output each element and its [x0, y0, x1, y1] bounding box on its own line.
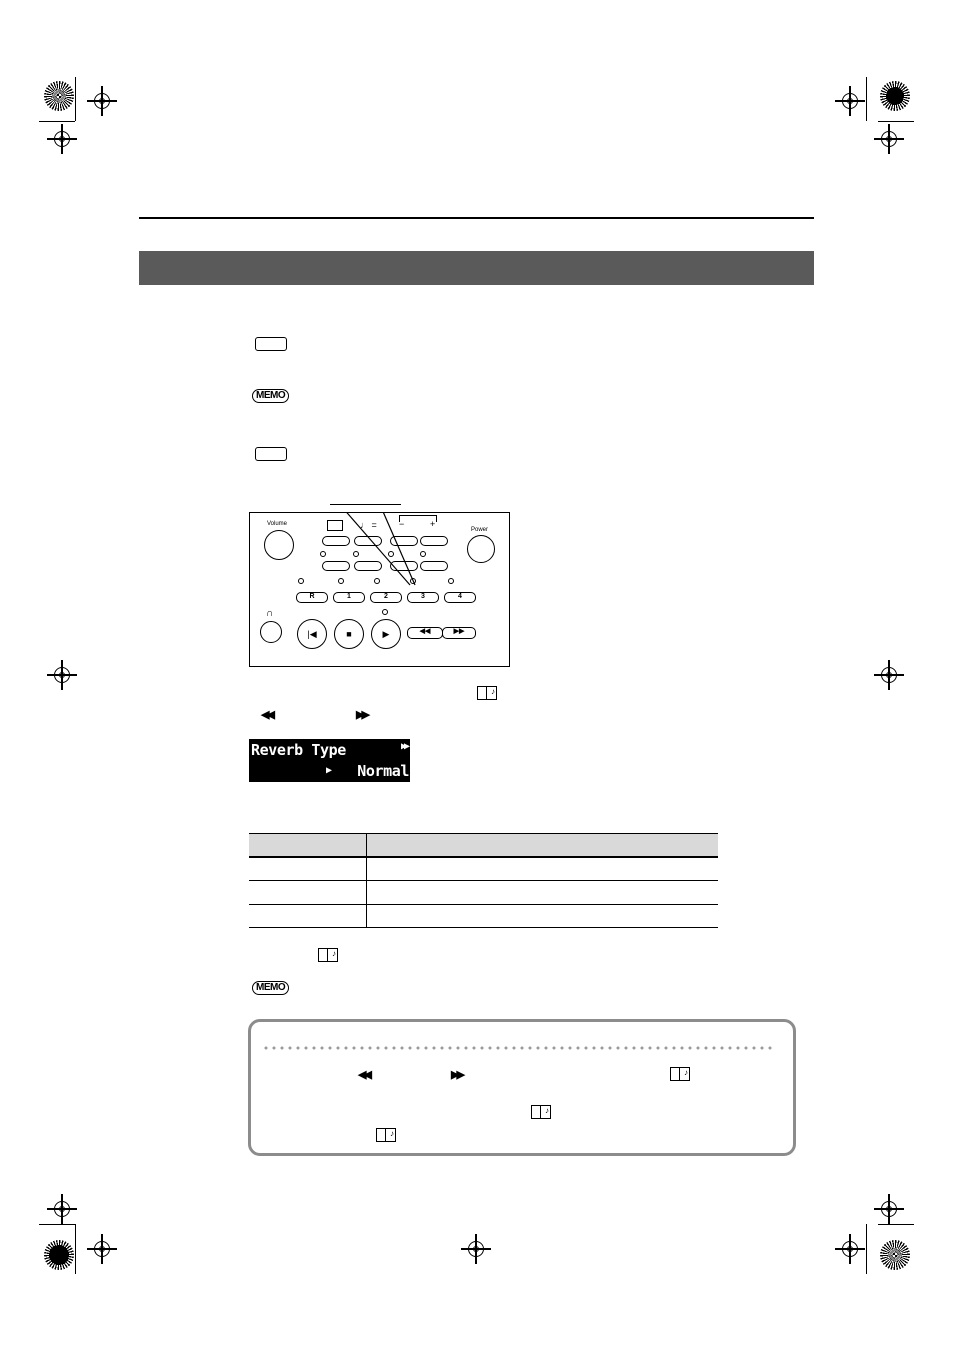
track-2-button[interactable]: 2	[370, 592, 402, 603]
sunburst-mark	[880, 81, 910, 111]
sunburst-mark	[880, 1240, 910, 1270]
plus-label: +	[430, 519, 436, 529]
skip-back-icon[interactable]: |◀	[297, 619, 327, 649]
crop-line	[878, 1224, 914, 1225]
crop-line	[866, 77, 867, 121]
book-icon: ♪	[477, 686, 497, 700]
registration-mark	[881, 131, 897, 147]
forward-indicator-icon: ▶▶	[400, 741, 407, 752]
note-icon	[255, 337, 287, 351]
stop-icon[interactable]: ■	[334, 619, 364, 649]
track-r-button[interactable]: R	[296, 592, 328, 603]
rewind-icon: ◀◀	[261, 709, 272, 721]
fast-forward-icon: ▶▶	[356, 709, 367, 721]
book-icon: ♪	[670, 1067, 690, 1081]
fast-forward-icon: ▶▶	[451, 1069, 462, 1081]
lcd-display	[249, 739, 410, 782]
crop-line	[866, 1224, 867, 1274]
track-1-button[interactable]: 1	[333, 592, 365, 603]
registration-mark	[94, 1241, 110, 1257]
book-icon: ♪	[318, 948, 338, 962]
callout-bracket	[399, 515, 437, 522]
headphone-jack	[260, 621, 282, 643]
headphones-icon: ∩	[266, 608, 274, 619]
registration-mark	[842, 93, 858, 109]
minus-label: −	[399, 519, 405, 529]
registration-mark	[54, 131, 70, 147]
registration-mark	[881, 1201, 897, 1217]
callout-bracket	[330, 504, 341, 510]
table-column-divider	[366, 833, 367, 928]
rewind-button[interactable]: ◀◀	[407, 627, 443, 639]
table-rule	[249, 856, 718, 858]
lcd-line-2: Normal	[357, 762, 409, 780]
table-rule	[249, 833, 718, 834]
crop-line	[878, 121, 914, 122]
led	[382, 609, 388, 615]
tip-box	[248, 1019, 796, 1156]
registration-mark	[468, 1241, 484, 1257]
power-label: Power	[471, 527, 489, 533]
rewind-icon: ◀◀	[358, 1069, 369, 1081]
fast-forward-button[interactable]: ▶▶	[442, 627, 476, 639]
lcd-line-1: Reverb Type	[251, 741, 346, 759]
table-rule	[249, 927, 718, 928]
tempo-symbol: ♩ =	[360, 520, 377, 530]
crop-line	[75, 77, 76, 121]
track-4-button[interactable]: 4	[444, 592, 476, 603]
book-icon: ♪	[531, 1105, 551, 1119]
play-icon[interactable]: ▶	[371, 619, 401, 649]
registration-mark	[881, 667, 897, 683]
sunburst-mark	[44, 1240, 74, 1270]
volume-label: Volume	[267, 521, 288, 527]
table-rule	[249, 904, 718, 905]
callout-line	[341, 504, 401, 505]
book-icon: ♪	[376, 1128, 396, 1142]
registration-mark	[94, 93, 110, 109]
memo-icon: MEMO	[252, 389, 289, 403]
track-3-button[interactable]: 3	[407, 592, 439, 603]
header-rule	[139, 217, 814, 219]
section-title-bar	[139, 251, 814, 285]
registration-mark	[54, 667, 70, 683]
registration-mark	[842, 1241, 858, 1257]
table-header	[249, 833, 718, 856]
table-rule	[249, 880, 718, 881]
cursor-icon: ▶	[326, 765, 333, 776]
tip-dotted-rule	[262, 1046, 776, 1050]
crop-line	[75, 1224, 76, 1274]
crop-line	[39, 121, 75, 122]
note-icon	[255, 447, 287, 461]
sunburst-mark	[44, 81, 74, 111]
registration-mark	[54, 1201, 70, 1217]
control-panel-illustration	[249, 512, 510, 667]
memo-icon: MEMO	[252, 981, 289, 995]
crop-line	[39, 1224, 75, 1225]
